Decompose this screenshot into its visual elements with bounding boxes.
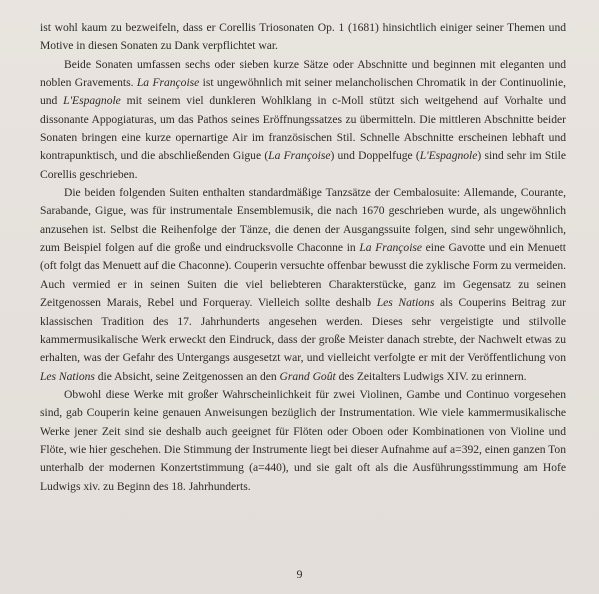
text-run: des Zeitalters Ludwigs XIV. zu erinnern. <box>335 369 527 383</box>
text-run: Obwohl diese Werke mit großer Wahrscheinlichkeit für zwei Violinen, Gambe und Continuo vorgesehen sind, gab Couperin keine genauen Anweisungen bezüglich der Instrumentation. Wie viele kammermusikalische Werke jener Zeit sind sie deshalb auch geeignet für Flöten oder Oboen oder Kombinationen von Violine und Flöte, wie hier geschehen. Die Stimmung der Instrumente liegt bei dieser Aufnahme auf a=392, einen ganzen Ton unterhalb der modernen Konzertstimmung (a=440), und sie galt oft als die Ausführungsstimmung am Hofe Ludwigs xiv. zu Beginn des 18. Jahrhunderts. <box>40 387 566 493</box>
paragraph-1 <box>40 19 566 56</box>
text-run: ist ungewöhnlich mit seiner melancholischen Chromatik in der Continuolinie, und <box>40 76 566 108</box>
text-run: mit seinem viel dunkleren Wohlklang in c-Moll stützt sich weitgehend auf Vorhalte und dissonante Appogiaturas, um das Pathos seines Eröffnungssatzes zu übermitteln. Die mittleren Abschnitte beider Sonaten bringen eine kurze opernartige Air im französischen Stil. Schnelle Abschnitte erscheinen lebhaft und kontrapunktisch, und die abschließenden Gigue ( <box>40 94 566 163</box>
text-run: Die beiden folgenden Suiten enthalten standardmäßige Tanzsätze der Cembalosuite: Allemande, Courante, Sarabande, Gigue, was für instrumentale Ensemblemusik, die nach 1670 geschrieben wurde, als ungewöhnlich anzusehen ist. Selbst die Reihenfolge der Tänze, die denen der Ausgangssuite folgen, sind sehr ungewöhnlich, zum Beispiel folgen auf die große und eindrucksvolle Chaconne in <box>40 186 566 255</box>
paragraph-4 <box>40 386 566 496</box>
text-run: als Couperins Beitrag zur klassischen Tradition des 17. Jahrhunderts angesehen werden. Dieses sehr vergeistigte und stilvolle kammermusikalische Werk erweckt den Eindruck, dass der große Meister danach strebte, der Nachwelt etwas zu erhalten, was der Gefahr des Untergangs ausgesetzt war, und vielleicht verfolgte er mit der Veröffentlichung von <box>40 296 566 365</box>
text-run: ) sind sehr im Stile Corellis geschrieben. <box>40 149 567 181</box>
text-run: ) und Doppelfuge ( <box>330 149 420 163</box>
work-title: Les Nations <box>40 369 95 383</box>
text-run: ist wohl kaum zu bezweifeln, dass er Corellis Triosonaten Op. 1 (1681) hinsichtlich einiger seiner Themen und Motive in diesen Sonaten zu Dank verpflichtet war. <box>40 21 566 53</box>
work-title: La Françoise <box>359 241 423 255</box>
text-run: die Absicht, seine Zeitgenossen an den <box>94 369 280 383</box>
paragraph-2 <box>40 56 566 184</box>
paragraph-3 <box>40 184 566 386</box>
work-title: La Françoise <box>136 76 200 90</box>
text-run: eine Gavotte und ein Menuett (oft folgt das Menuett auf die Chaconne). Couperin versuchte offenbar bewusst die zyklische Form zu vermeiden. Auch vermied er in seinen Suiten die viel beliebteren Charakterstücke, ganz im Gegensatz zu seinen Zeitgenossen Marais, Rebel und Forqueray. Vielleich sollte deshalb <box>40 241 566 310</box>
work-title: La Françoise <box>268 149 331 163</box>
text-run: Beide Sonaten umfassen sechs oder sieben kurze Sätze oder Abschnitte und beginnen mit eleganten und noblen Gravements. <box>40 57 566 90</box>
work-title: L'Espagnole <box>63 94 121 108</box>
style-term: Grand Goût <box>279 369 336 383</box>
work-title: Les Nations <box>376 296 435 310</box>
work-title: L'Espagnole <box>419 149 478 163</box>
body-text <box>40 19 566 496</box>
page-number: 9 <box>296 567 303 581</box>
